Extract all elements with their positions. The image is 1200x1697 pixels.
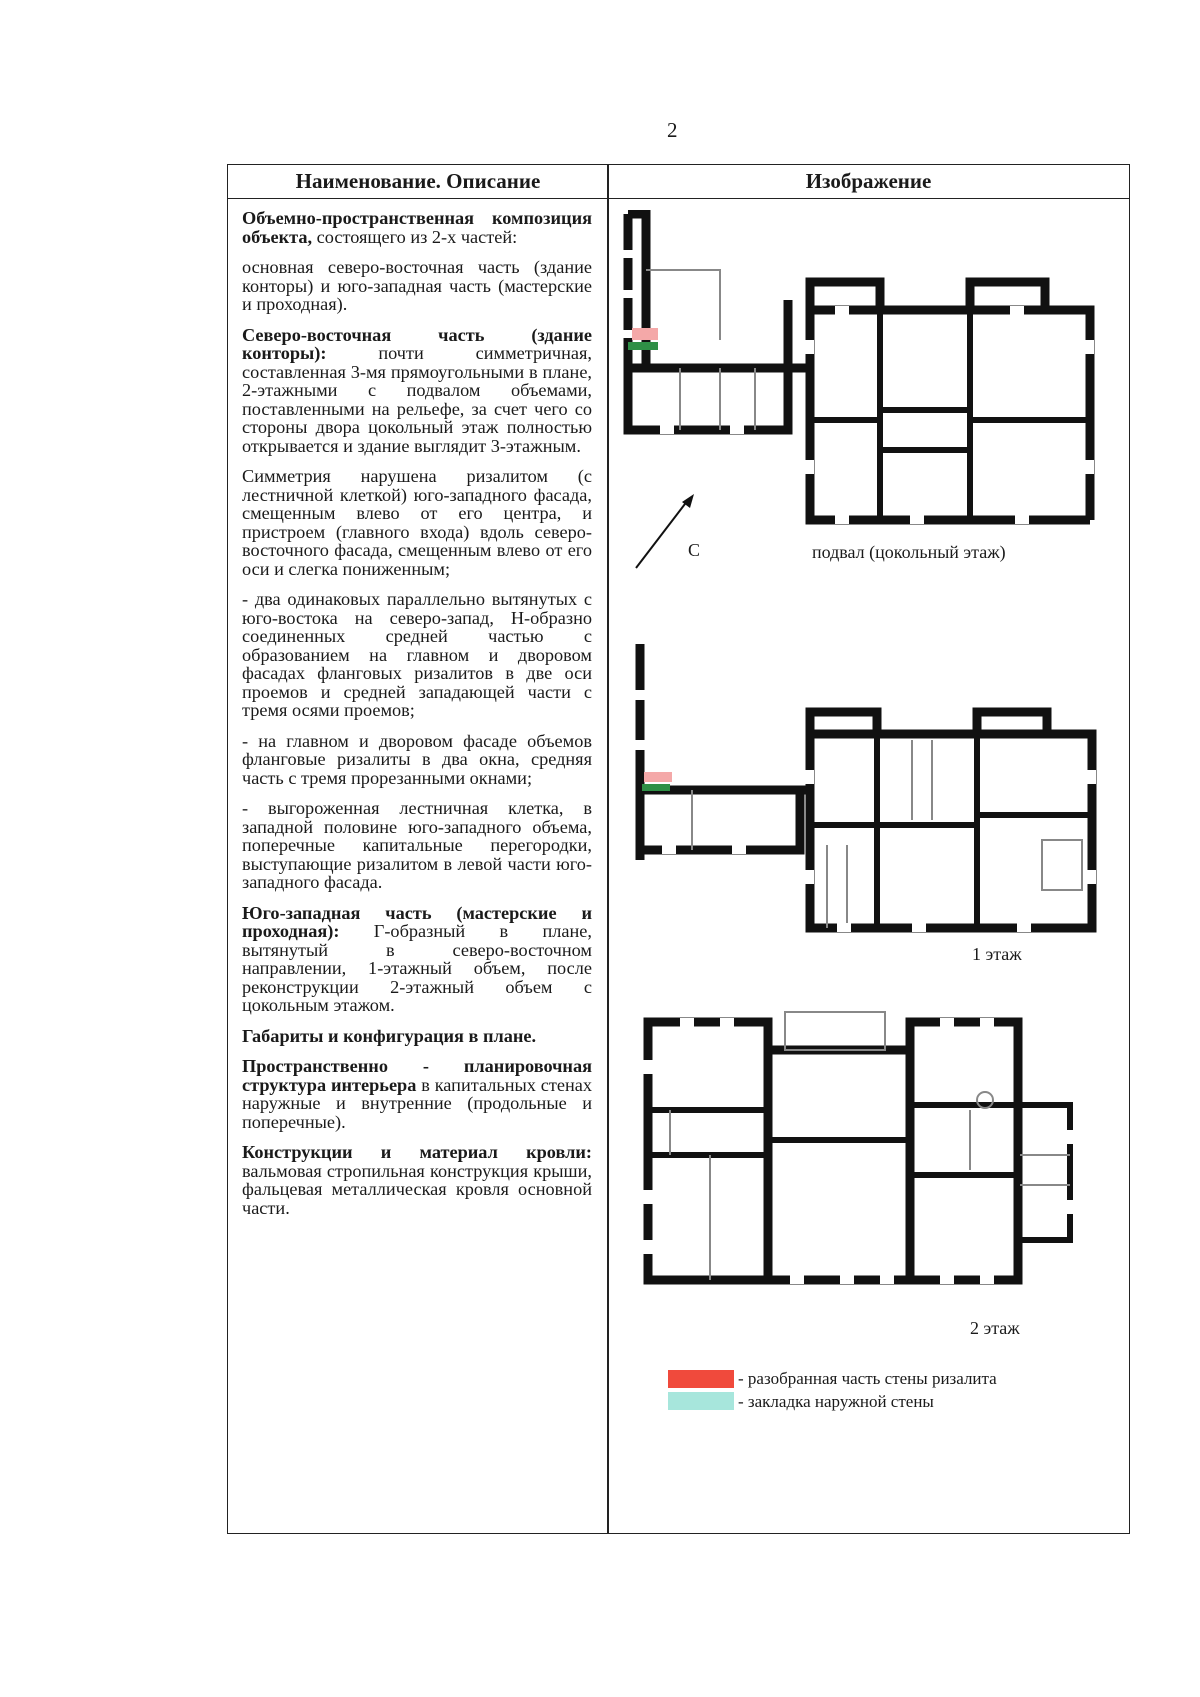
paragraph: Объемно-пространственная композиция объекта, состоящего из 2-х частей: — [242, 208, 592, 247]
column-divider — [607, 165, 609, 1533]
compass-label: С — [688, 540, 701, 560]
table-header — [228, 165, 1129, 199]
legend-swatch-red — [668, 1370, 734, 1388]
paragraph: - выгороженная лестничная клетка, в западной половине юго-западного объема, поперечные капитальные перегородки, выступающие ризалитом в левой части юго-западного фасада. — [242, 798, 592, 892]
floor2-caption: 2 этаж — [970, 1318, 1020, 1338]
paragraph: - два одинаковых параллельно вытянутых с юго-востока на северо-запад, Н-образно соединенных средней частью с образованием на главном и дворовом фасадах фланговых ризалитов в две оси проемов и средней западающей части с тремя осями проемов; — [242, 589, 592, 720]
paragraph: Пространственно - планировочная структура интерьера в капитальных стенах наружные и внутренние (продольные и поперечные). — [242, 1056, 593, 1132]
paragraph: Габариты и конфигурация в плане. — [242, 1025, 537, 1046]
header-image: Изображение — [805, 169, 932, 193]
paragraph: Симметрия нарушена ризалитом (с лестничной клеткой) юго-западного фасада, смещенным влево от его центра, и пристроем (главного входа) вдоль северо-восточного фасада, смещенным влево от его оси и слегка пониженным; — [242, 466, 592, 579]
paragraph: - на главном и дворовом фасаде объемов фланговые ризалиты в два окна, средняя часть с тремя прорезанными окнами; — [242, 730, 592, 788]
second-floor-plan — [640, 1010, 1080, 1300]
paragraph: Северо-восточная часть (здание конторы): почти симметричная, составленная 3-мя прямоугольными в плане, 2-этажными с подвалом объемами, поставленными на рельефе, за счет чего со стороны двора цокольный этаж полностью открывается и здание выглядит 3-этажным. — [242, 324, 592, 456]
legend-text-teal: - закладка наружной стены — [738, 1392, 934, 1411]
paragraph: Конструкции и материал кровли: вальмовая стропильная конструкция крыши, фальцевая металлическая кровля основной части. — [242, 1142, 592, 1218]
page-number: 2 — [667, 118, 678, 142]
legend-text-red: - разобранная часть стены ризалита — [738, 1369, 997, 1388]
basement-floor-plan — [620, 210, 1100, 530]
first-floor-plan — [622, 640, 1102, 940]
paragraph: Юго-западная часть (мастерские и проходная): Г-образный в плане, вытянутый в северо-восточном направлении, 1-этажный объем, после реконструкции 2-этажный объем с цокольным этажом. — [242, 902, 592, 1015]
paragraph: основная северо-восточная часть (здание конторы) и юго-западная часть (мастерские и проходная). — [242, 257, 592, 314]
floor1-caption: 1 этаж — [972, 944, 1022, 964]
description-column — [242, 209, 592, 1229]
header-description: Наименование. Описание — [295, 169, 541, 193]
legend-swatch-teal — [668, 1392, 734, 1410]
basement-caption: подвал (цокольный этаж) — [812, 542, 1006, 562]
